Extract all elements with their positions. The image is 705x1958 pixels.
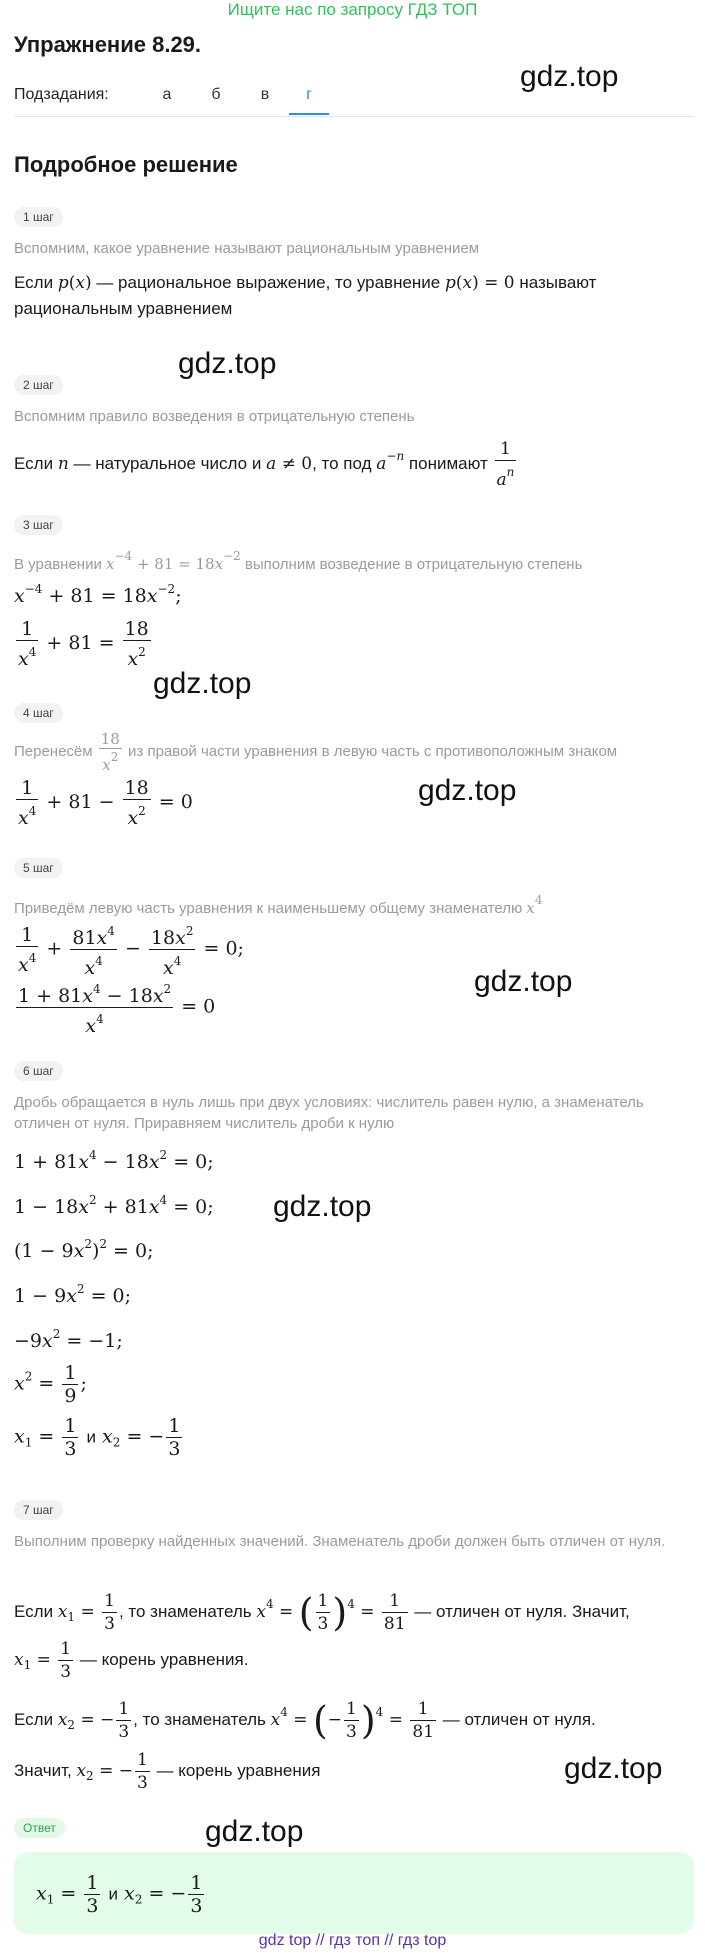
equation: $\frac{1}{x^4}$ + $\frac{81x^4}{x^4}$ − $\frac{18x^2}{x^4}$ = 0; [14,920,244,979]
step-7-root-1 [14,1635,694,1690]
watermark: gdz.top [474,965,573,998]
and-word: и [86,1427,96,1447]
step-2-text-part: Если [14,454,54,473]
step-3-badge: 3 шаг [14,515,63,535]
answer-formula: $x_1$ = $\frac{1}{3}$ и $x_2$ = − $\frac{1}{3}$ [36,1872,203,1917]
equation: $1 + 81x^4 - 18x^2 = 0$; [14,1148,214,1173]
footer-links[interactable]: gdz top // гдз топ // гдз top [258,1932,447,1949]
solution-heading: Подробное решение [14,152,238,177]
subtasks-label: Подзадания: [14,86,109,103]
formula: a ≠ 0 [266,454,313,474]
step-7-text-part: Если [14,1710,54,1729]
step-2-text-part: — натуральное число и [73,454,262,473]
step-2-text-part: , то под [312,454,372,473]
step-7-text-part: Значит, [14,1761,72,1780]
step-4-desc [14,730,694,774]
step-2-badge: 2 шаг [14,375,63,395]
step-4-badge: 4 шаг [14,703,63,723]
step-7-check-1 [14,1578,694,1643]
watermark: gdz.top [418,774,517,807]
step-1-text [14,270,694,322]
step-3-desc-part: выполним возведение в отрицательную степень [244,556,583,573]
step-5-badge: 5 шаг [14,858,63,878]
equation: $x_1$ = $\frac{1}{3}$ и $x_2$ = − $\frac{1}{3}$ [14,1415,181,1460]
step-7-desc: Выполним проверку найденных значений. Знаменатель дроби должен быть отличен от нуля. [14,1533,666,1550]
formula: $x_2$ = − $\frac{1}{3}$ [57,1699,130,1742]
watermark: gdz.top [178,347,277,380]
subtask-tab-a[interactable]: а [162,86,172,103]
step-4-desc-part: Перенесём [14,743,93,760]
page-title: Упражнение 8.29. [14,32,202,57]
step-5-desc [14,890,694,919]
equation: $1 - 18x^2 + 81x^4 = 0$; [14,1193,214,1218]
step-2-text-part: понимают [408,454,488,473]
formula: $x_1$ = $\frac{1}{3}$ [14,1639,72,1682]
equation: $-9x^2 = -1$; [14,1327,123,1352]
subtask-tab-g[interactable]: г [289,86,329,115]
step-1-badge: 1 шаг [14,207,63,227]
top-banner[interactable]: Ищите нас по запросу ГДЗ ТОП [227,0,478,19]
step-1-text-part: Если [14,273,54,292]
fraction: $\frac{18}{x^2}$ [100,729,120,774]
step-7-text-part: — корень уравнения [156,1761,321,1780]
step-7-check-2 [14,1686,694,1751]
step-6-badge: 6 шаг [14,1061,63,1081]
step-5-desc-part: Приведём левую часть уравнения к наименьшему общему знаменателю [14,900,523,917]
answer-box [14,1852,694,1934]
step-3-desc [14,546,694,575]
watermark: gdz.top [205,1815,304,1848]
step-7-text-part: , то знаменатель [118,1602,252,1621]
watermark: gdz.top [153,667,252,700]
equation: $(1 - 9x^2)^2 = 0$; [14,1237,154,1262]
step-1-text-part: рациональным уравнением [14,299,233,318]
formula: n [57,454,69,474]
step-7-text-part: — корень уравнения. [79,1650,249,1669]
equation: $x^2$ = $\frac{1}{9}$ ; [14,1362,87,1407]
formula: $a^{-n}$ [376,449,405,474]
formula: p(x) = 0 [444,273,515,293]
subtasks-bar [14,82,694,117]
watermark: gdz.top [564,1752,663,1785]
step-4-desc-part: из правой части уравнения в левую часть с противоположным знаком [128,743,618,760]
step-1-desc: Вспомним, какое уравнение называют рациональным уравнением [14,240,480,257]
subtask-tab-v[interactable]: в [260,86,270,103]
formula: $x_1$ = $\frac{1}{3}$ [57,1591,115,1634]
step-7-badge: 7 шаг [14,1500,63,1520]
step-3-desc-part: В уравнении [14,556,102,573]
step-1-text-part: — рациональное выражение, то уравнение [96,273,441,292]
step-6-desc: Дробь обращается в нуль лишь при двух условиях: числитель равен нулю, а знаменатель отличен от нуля. Приравняем числитель дроби к нулю [14,1094,644,1132]
equation: $x^{-4} + 81 = 18x^{-2}$; [14,582,182,607]
formula: p(x) [57,273,92,293]
subtask-tab-b[interactable]: б [211,86,221,103]
watermark: gdz.top [273,1190,372,1223]
equation: $\frac{1}{x^4}$ + 81 = $\frac{18}{x^2}$ [18,618,149,670]
answer-badge: Ответ [14,1818,65,1838]
formula: $x_2$ = − $\frac{1}{3}$ [76,1750,148,1793]
equation: $\frac{1}{x^4}$ + 81 − $\frac{18}{x^2}$ = 0 [18,777,193,829]
equation: $1 - 9x^2 = 0$; [14,1282,132,1307]
fraction: $\frac{1}{a^n}$ [496,439,515,491]
formula: $x^4$ = (− $\frac{1}{3}$ )$^4$ = $\frac{1}{81}$ [270,1698,435,1743]
step-7-text-part: , то знаменатель [133,1710,266,1729]
step-2-text [14,432,694,491]
step-7-text-part: Если [14,1602,54,1621]
formula: $x^4$ [526,893,543,917]
formula: $x^{-4} + 81 = 18x^{-2}$ [106,549,241,573]
step-2-desc: Вспомним правило возведения в отрицательную степень [14,408,415,425]
formula: $x^4$ = ( $\frac{1}{3}$ )$^4$ = $\frac{1}{81}$ [256,1590,406,1635]
step-7-text-part: — отличен от нуля. [442,1710,596,1729]
watermark: gdz.top [520,60,619,93]
step-1-text-part: называют [519,273,597,292]
and-word: и [108,1884,118,1904]
equation: $\frac{1 + 81x^4 - 18x^2}{x^4}$ = 0 [14,978,215,1037]
step-7-text-part: — отличен от нуля. Значит, [414,1602,630,1621]
